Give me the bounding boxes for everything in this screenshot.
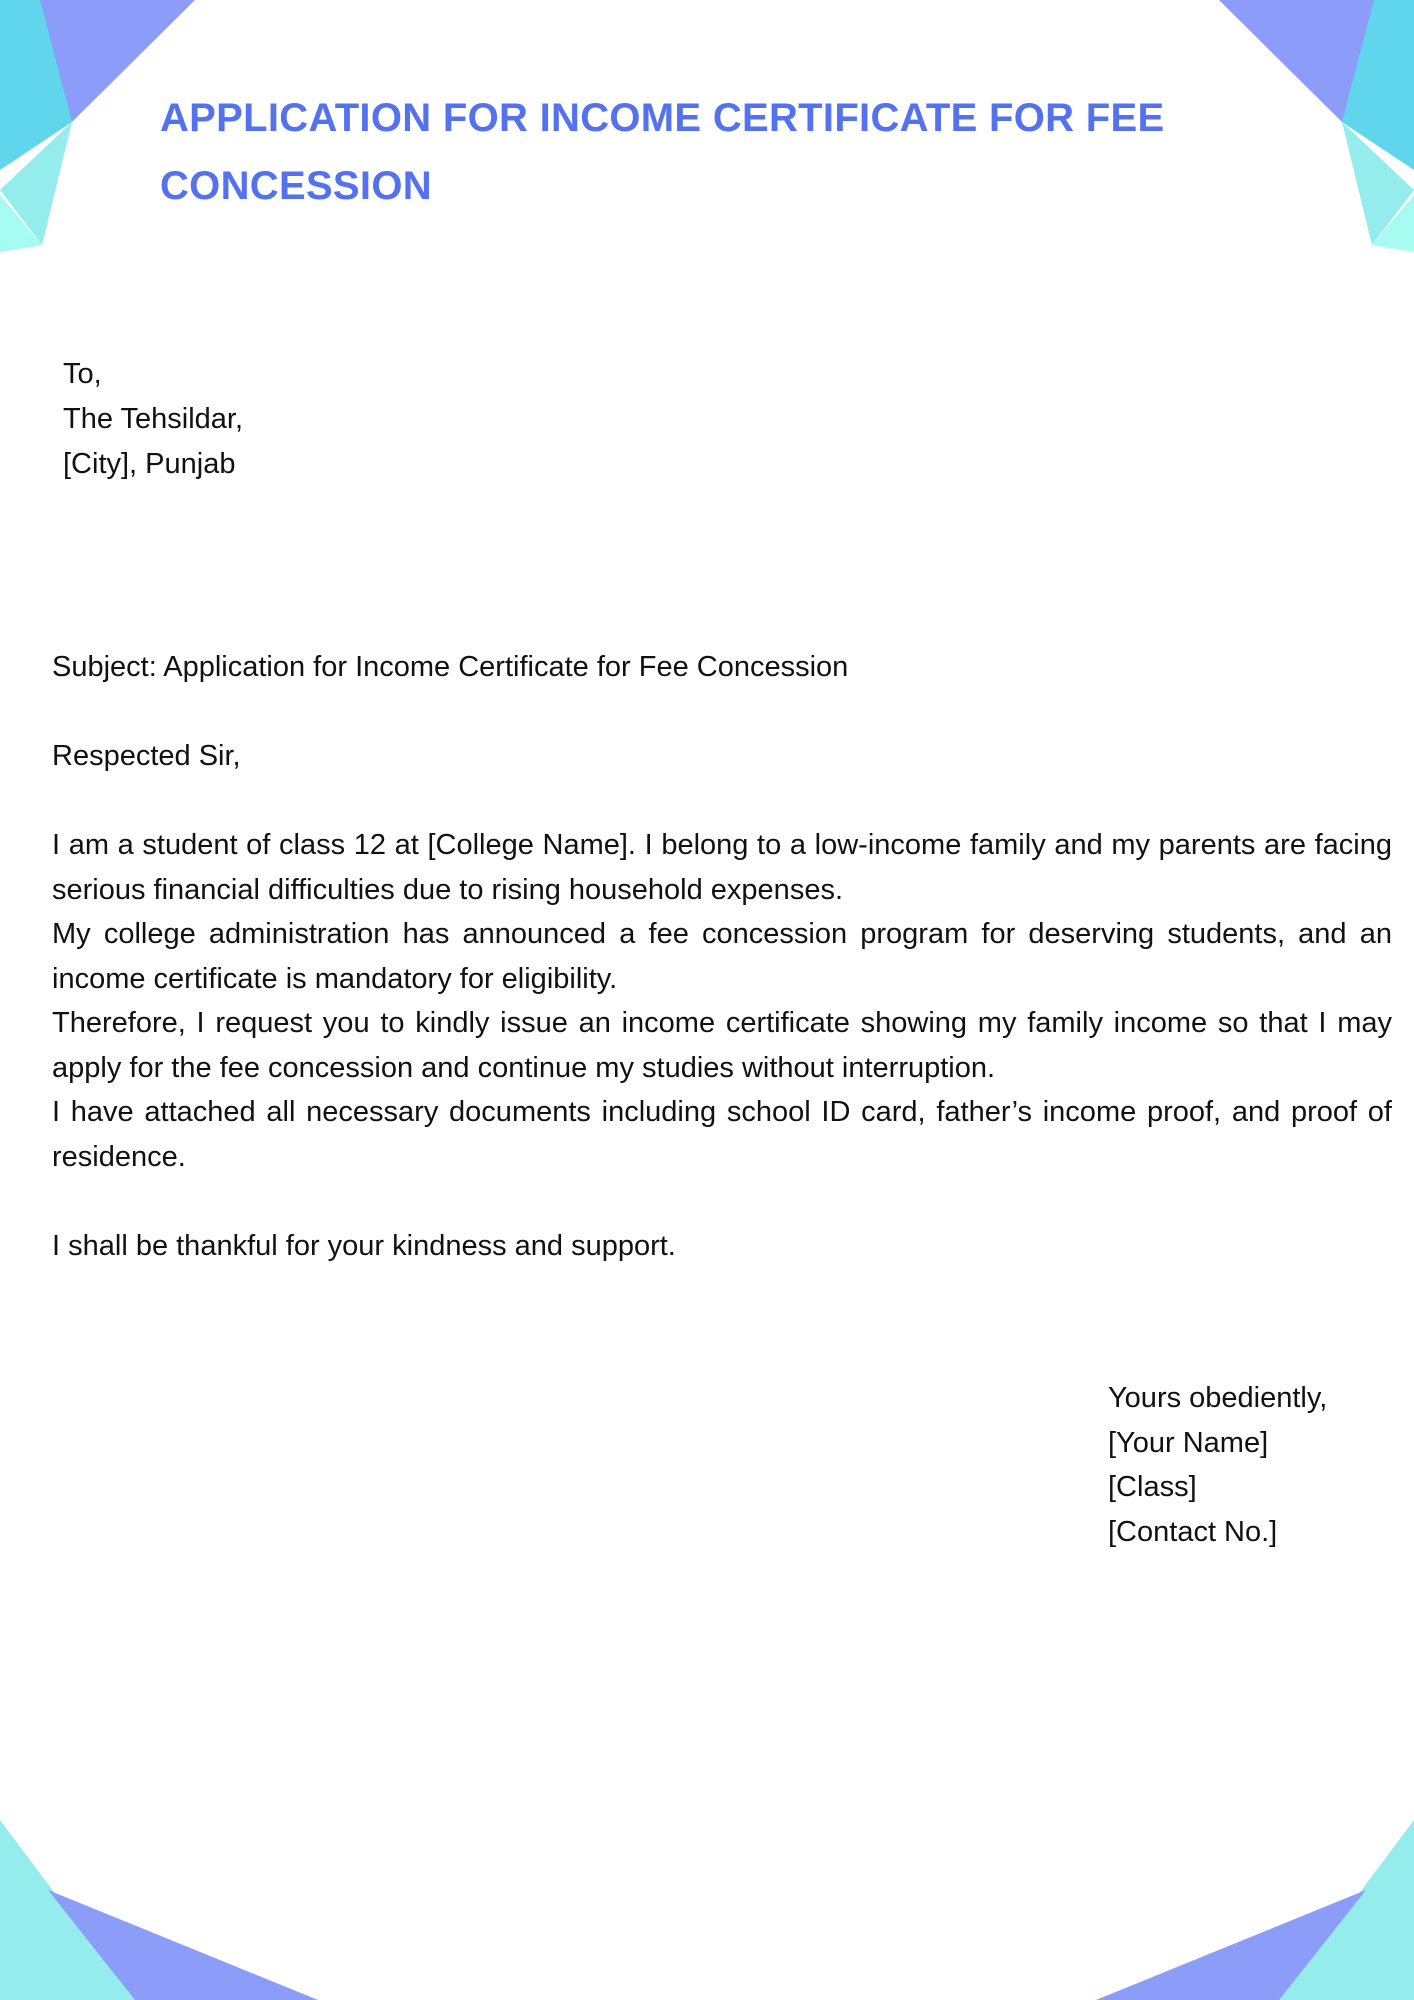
subject-line: Subject: Application for Income Certificate for Fee Concession xyxy=(52,651,849,683)
body-paragraph: Therefore, I request you to kindly issue an income certificate showing my family income so that I may apply for the fee concession and continue my studies without interruption. xyxy=(52,1007,1392,1084)
signature-block xyxy=(1108,1376,1327,1554)
body-paragraph: I have attached all necessary documents including school ID card, father’s income proof, and proof of residence. xyxy=(52,1096,1392,1173)
corner-decoration-bottom-left xyxy=(0,1820,330,2000)
signature-line: [Contact No.] xyxy=(1108,1515,1278,1548)
closing-line: I shall be thankful for your kindness and support. xyxy=(52,1230,676,1262)
addressee-block xyxy=(63,352,243,487)
signature-line: [Class] xyxy=(1108,1471,1197,1503)
addressee-line: To, xyxy=(63,358,102,390)
body-paragraph: My college administration has announced a fee concession program for deserving students, and an income certificate is mandatory for eligibility. xyxy=(52,918,1392,995)
salutation: Respected Sir, xyxy=(52,740,241,772)
addressee-line: The Tehsildar, xyxy=(63,403,244,435)
document-title: APPLICATION FOR INCOME CERTIFICATE FOR FEE CONCESSION xyxy=(160,96,1165,208)
corner-decoration-bottom-right xyxy=(1084,1820,1414,2000)
body-paragraph: I am a student of class 12 at [College Name]. I belong to a low-income family and my parents are facing serious financial difficulties due to rising household expenses. xyxy=(52,829,1392,906)
signature-line: Yours obediently, xyxy=(1108,1382,1328,1414)
signature-line: [Your Name] xyxy=(1108,1426,1269,1459)
addressee-line: [City], Punjab xyxy=(63,448,236,480)
letter-body xyxy=(52,823,1392,1179)
